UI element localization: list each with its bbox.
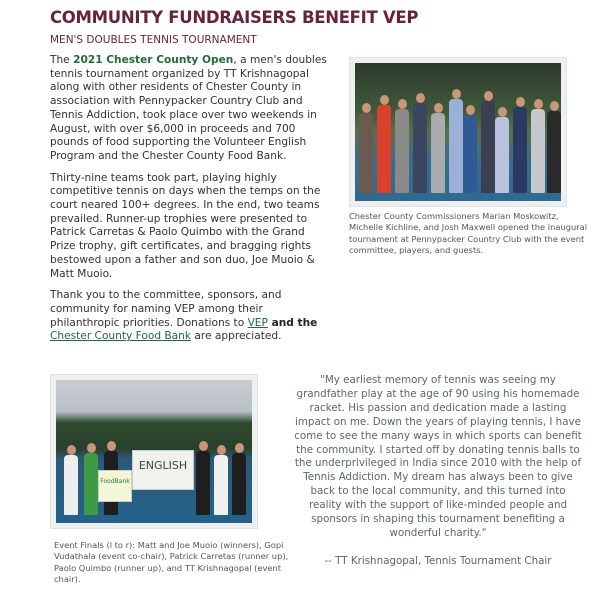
photo-person-head (416, 93, 425, 103)
photo-person-head (199, 441, 208, 451)
photo-commissioners-caption: Chester County Commissioners Marian Moskowitz, Michelle Kichline, and Josh Maxwell opened the inaugural tournament at Pennypacker Country Club with the event committee, players, and guests. (349, 211, 588, 255)
photo-person (431, 113, 445, 193)
photo-person-head (434, 103, 443, 113)
paragraph-intro (50, 54, 330, 164)
event-name: 2021 Chester County Open (73, 54, 234, 66)
intro-lead: The (50, 54, 74, 66)
food-bank-sign: FoodBank (98, 470, 132, 502)
vep-link[interactable]: VEP (247, 316, 268, 329)
vep-banner: ENGLISH (132, 450, 194, 490)
photo-person (359, 113, 373, 193)
photo-person-head (380, 95, 389, 105)
photo-finals-caption: Event Finals (l to r): Matt and Joe Muoio (winners), Gopi Vudathala (event co-chair), Patrick Carretas (runner up), Paolo Quimbo (runner up), and TT Krishnagopal (event chair). (54, 540, 289, 584)
thanks-lead: Thank you to the committee, sponsors, and community for naming VEP among their philanthropic priorities. Donations to (50, 289, 282, 329)
photo-finals-frame (50, 374, 258, 529)
thanks-rest: are appreciated. (191, 330, 282, 343)
photo-person-head (362, 103, 371, 113)
pull-quote: "My earliest memory of tennis was seeing my grandfather play at the age of 90 using his homemade racket. His passion and dedication made a lasting impact on me. Down the years of playing tennis, I have come to see the many ways in which sports can benefit the community. I started off by donating tennis balls to the underprivileged in India since 2010 with the help of Tennis Addiction. My dream has always been to give back to the local community, and this turned into reality with the support of like-minded people and sponsors in shaping this tournament benefiting a wonderful charity." (294, 374, 582, 539)
photo-person (196, 451, 210, 515)
photo-person-head (217, 445, 226, 455)
photo-person-head (398, 99, 407, 109)
photo-person-head (452, 89, 461, 99)
photo-commissioners (355, 63, 561, 201)
photo-commissioners-frame (349, 57, 567, 207)
photo-person (463, 115, 477, 193)
photo-person (214, 455, 228, 515)
photo-person (413, 103, 427, 193)
page-subtitle: MEN'S DOUBLES TENNIS TOURNAMENT (50, 34, 257, 46)
quote-attribution: -- TT Krishnagopal, Tennis Tournament Chair (324, 555, 552, 567)
photo-person (495, 117, 509, 193)
photo-person-head (67, 445, 76, 455)
paragraph-results: Thirty-nine teams took part, playing highly competitive tennis on days when the temps on the court neared 100+ degrees. In the end, two teams prevailed. Runner-up trophies were presented to Patrick Carretas & Paolo Quimbo with the Grand Prize trophy, gift certificates, and bragging rights bestowed upon a father and son duo, Joe Muoio & Matt Muoio. (50, 171, 321, 280)
photo-person (449, 99, 463, 193)
photo-person (377, 105, 391, 193)
photo-person (513, 107, 527, 193)
photo-person-head (466, 105, 475, 115)
food-bank-link[interactable]: Chester County Food Bank (50, 330, 192, 343)
photo-person-head (550, 101, 559, 111)
photo-person (64, 455, 78, 515)
photo-person-head (87, 443, 96, 453)
photo-person-head (107, 441, 116, 451)
thanks-mid: and the (267, 316, 318, 329)
photo-person (481, 101, 495, 193)
photo-person-head (235, 443, 244, 453)
photo-person (232, 453, 246, 515)
article-body (50, 54, 330, 352)
photo-person (547, 111, 561, 193)
photo-person-head (498, 107, 507, 117)
photo-finals (56, 380, 252, 523)
photo-person (395, 109, 409, 193)
photo-person (531, 109, 545, 193)
photo-person-head (516, 97, 525, 107)
photo-person-head (534, 99, 543, 109)
page-title: COMMUNITY FUNDRAISERS BENEFIT VEP (50, 8, 419, 27)
photo-person (84, 453, 98, 515)
photo-person-head (484, 91, 493, 101)
intro-rest: , a men's doubles tennis tournament organized by TT Krishnagopal along with other residents of Chester County in association with Pennypacker Country Club and Tennis Addiction, took place over two weekends in August, with over $6,000 in proceeds and 700 pounds of food supporting the Volunteer English Program and the Chester County Food Bank. (50, 54, 327, 162)
paragraph-thanks (50, 289, 330, 344)
